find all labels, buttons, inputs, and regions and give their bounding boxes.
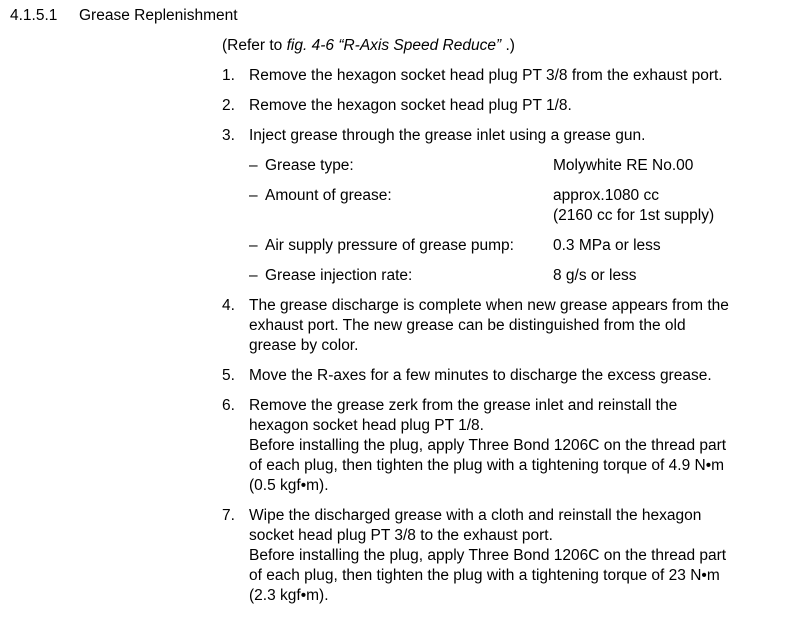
step-6-line-4: of each plug, then tighten the plug with a tightening torque of 4.9 N•m (249, 457, 725, 474)
spec-rate-label: Grease injection rate: (265, 267, 413, 284)
reference-suffix: .) (501, 37, 515, 54)
step-6-number: 6. (222, 397, 235, 414)
spec-pressure-value-1: 0.3 MPa or less (553, 237, 661, 254)
step-7-line-3: Before installing the plug, apply Three Bond 1206C on the thread part (249, 547, 727, 564)
step-1-text (249, 66, 723, 86)
spec-amount-value-1: approx.1080 cc (553, 187, 659, 204)
spec-amount-value (553, 186, 714, 226)
step-4-text (249, 296, 729, 356)
step-7-line-4: of each plug, then tighten the plug with a tightening torque of 23 N•m (249, 567, 720, 584)
step-3-text (249, 126, 645, 146)
step-7-line-1: Wipe the discharged grease with a cloth and reinstall the hexagon (249, 507, 702, 524)
step-1-number: 1. (222, 67, 235, 84)
step-7-line-5: (2.3 kgf•m). (249, 587, 329, 604)
step-3-number: 3. (222, 127, 235, 144)
step-5-number: 5. (222, 367, 235, 384)
reference-prefix: (Refer to (222, 37, 287, 54)
step-6-line-1: Remove the grease zerk from the grease inlet and reinstall the (249, 397, 678, 414)
step-2-number: 2. (222, 97, 235, 114)
step-6-line-3: Before installing the plug, apply Three Bond 1206C on the thread part (249, 437, 727, 454)
spec-grease-type-value-1: Molywhite RE No.00 (553, 157, 694, 174)
step-5-text (249, 366, 712, 386)
step-4-line-3: grease by color. (249, 337, 359, 354)
reference-figure: fig. 4-6 (286, 37, 334, 54)
spec-3-dash: – (249, 237, 258, 254)
spec-rate-value (553, 266, 637, 286)
step-6-line-2: hexagon socket head plug PT 1/8. (249, 417, 484, 434)
step-2-text (249, 96, 572, 116)
spec-grease-type-value (553, 156, 693, 176)
step-1-line-1: Remove the hexagon socket head plug PT 3/8 from the exhaust port. (249, 67, 723, 84)
reference-caption: “R-Axis Speed Reduce” (338, 37, 502, 54)
step-6-line-5: (0.5 kgf•m). (249, 477, 329, 494)
spec-2-dash: – (249, 187, 258, 204)
section-title: Grease Replenishment (79, 7, 238, 24)
spec-4-dash: – (249, 267, 258, 284)
step-7-number: 7. (222, 507, 235, 524)
spec-pressure-value (553, 236, 661, 256)
spec-1-dash: – (249, 157, 258, 174)
section-number: 4.1.5.1 (10, 7, 58, 24)
spec-pressure-label: Air supply pressure of grease pump: (265, 237, 514, 254)
step-4-line-2: exhaust port. The new grease can be distinguished from the old (249, 317, 686, 334)
step-3-line-1: Inject grease through the grease inlet using a grease gun. (249, 127, 646, 144)
step-4-line-1: The grease discharge is complete when new grease appears from the (249, 297, 729, 314)
step-7-line-2: socket head plug PT 3/8 to the exhaust port. (249, 527, 553, 544)
step-4-number: 4. (222, 297, 235, 314)
spec-amount-value-2: (2160 cc for 1st supply) (553, 207, 715, 224)
figure-reference (222, 36, 515, 56)
spec-amount-label: Amount of grease: (265, 187, 392, 204)
spec-grease-type-label: Grease type: (265, 157, 354, 174)
step-7-text (249, 506, 726, 606)
spec-rate-value-1: 8 g/s or less (553, 267, 637, 284)
step-6-text (249, 396, 726, 496)
step-2-line-1: Remove the hexagon socket head plug PT 1/8. (249, 97, 572, 114)
step-5-line-1: Move the R-axes for a few minutes to discharge the excess grease. (249, 367, 712, 384)
